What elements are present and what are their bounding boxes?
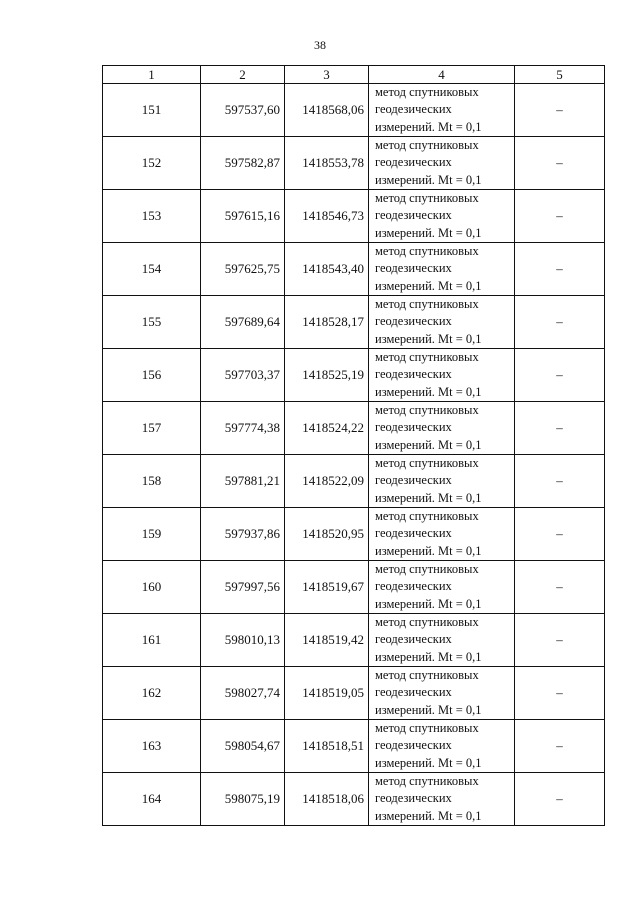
point-number-cell: 162: [103, 667, 201, 720]
header-col-1: 1: [103, 66, 201, 84]
coordinate-x-cell: 597937,86: [201, 508, 285, 561]
method-line: геодезических: [375, 102, 452, 117]
table-row: [103, 84, 605, 137]
coordinate-y-cell: 1418525,19: [285, 349, 369, 402]
method-line: измерений. Mt = 0,1: [375, 278, 482, 293]
note-cell: –: [515, 455, 605, 508]
coordinate-y-cell: 1418568,06: [285, 84, 369, 137]
method-line: метод спутниковых: [375, 562, 479, 577]
method-line: геодезических: [375, 208, 452, 223]
table-row: [103, 508, 605, 561]
method-line: метод спутниковых: [375, 774, 479, 789]
note-cell: –: [515, 190, 605, 243]
method-cell: [369, 349, 515, 402]
header-col-5: 5: [515, 66, 605, 84]
method-cell: [369, 243, 515, 296]
note-cell: –: [515, 667, 605, 720]
coordinate-y-cell: 1418519,67: [285, 561, 369, 614]
coordinate-x-cell: 597537,60: [201, 84, 285, 137]
coordinate-y-cell: 1418524,22: [285, 402, 369, 455]
coordinate-y-cell: 1418519,42: [285, 614, 369, 667]
method-line: измерений. Mt = 0,1: [375, 490, 482, 505]
point-number-cell: 156: [103, 349, 201, 402]
method-line: геодезических: [375, 738, 452, 753]
coordinate-x-cell: 597881,21: [201, 455, 285, 508]
method-line: геодезических: [375, 420, 452, 435]
method-cell: [369, 561, 515, 614]
method-line: геодезических: [375, 579, 452, 594]
coordinate-x-cell: 597774,38: [201, 402, 285, 455]
page-number: 38: [314, 38, 326, 52]
method-line: метод спутниковых: [375, 403, 479, 418]
method-line: измерений. Mt = 0,1: [375, 702, 482, 717]
method-line: метод спутниковых: [375, 138, 479, 153]
method-line: метод спутниковых: [375, 191, 479, 206]
method-line: измерений. Mt = 0,1: [375, 119, 482, 134]
method-line: метод спутниковых: [375, 615, 479, 630]
point-number-cell: 163: [103, 720, 201, 773]
coordinates-table: [102, 65, 605, 826]
method-line: метод спутниковых: [375, 297, 479, 312]
point-number-cell: 158: [103, 455, 201, 508]
coordinate-x-cell: 597625,75: [201, 243, 285, 296]
method-cell: [369, 190, 515, 243]
table-header-row: [103, 66, 605, 84]
method-line: геодезических: [375, 685, 452, 700]
method-line: измерений. Mt = 0,1: [375, 649, 482, 664]
method-line: геодезических: [375, 473, 452, 488]
coordinate-x-cell: 597615,16: [201, 190, 285, 243]
table-row: [103, 137, 605, 190]
header-col-4: 4: [369, 66, 515, 84]
method-cell: [369, 455, 515, 508]
method-line: метод спутниковых: [375, 509, 479, 524]
note-cell: –: [515, 243, 605, 296]
method-line: метод спутниковых: [375, 721, 479, 736]
method-line: геодезических: [375, 314, 452, 329]
table-row: [103, 243, 605, 296]
method-line: метод спутниковых: [375, 85, 479, 100]
coordinate-x-cell: 598010,13: [201, 614, 285, 667]
method-line: геодезических: [375, 367, 452, 382]
note-cell: –: [515, 137, 605, 190]
note-cell: –: [515, 561, 605, 614]
note-cell: –: [515, 402, 605, 455]
method-line: геодезических: [375, 632, 452, 647]
point-number-cell: 153: [103, 190, 201, 243]
point-number-cell: 157: [103, 402, 201, 455]
method-line: измерений. Mt = 0,1: [375, 225, 482, 240]
method-cell: [369, 667, 515, 720]
method-line: измерений. Mt = 0,1: [375, 384, 482, 399]
method-line: геодезических: [375, 155, 452, 170]
method-line: измерений. Mt = 0,1: [375, 808, 482, 823]
note-cell: –: [515, 614, 605, 667]
note-cell: –: [515, 508, 605, 561]
note-cell: –: [515, 773, 605, 826]
coordinate-x-cell: 597582,87: [201, 137, 285, 190]
method-cell: [369, 402, 515, 455]
coordinate-y-cell: 1418518,06: [285, 773, 369, 826]
table-row: [103, 190, 605, 243]
method-line: геодезических: [375, 791, 452, 806]
method-cell: [369, 720, 515, 773]
coordinate-y-cell: 1418519,05: [285, 667, 369, 720]
note-cell: –: [515, 84, 605, 137]
point-number-cell: 155: [103, 296, 201, 349]
table-row: [103, 614, 605, 667]
coordinate-x-cell: 598027,74: [201, 667, 285, 720]
coordinate-y-cell: 1418522,09: [285, 455, 369, 508]
coordinate-y-cell: 1418518,51: [285, 720, 369, 773]
coordinate-y-cell: 1418546,73: [285, 190, 369, 243]
coordinate-x-cell: 597997,56: [201, 561, 285, 614]
point-number-cell: 151: [103, 84, 201, 137]
method-line: метод спутниковых: [375, 350, 479, 365]
table-row: [103, 349, 605, 402]
table-body: [103, 84, 605, 826]
method-line: измерений. Mt = 0,1: [375, 331, 482, 346]
note-cell: –: [515, 349, 605, 402]
point-number-cell: 160: [103, 561, 201, 614]
method-cell: [369, 508, 515, 561]
coordinate-x-cell: 597689,64: [201, 296, 285, 349]
coordinate-y-cell: 1418553,78: [285, 137, 369, 190]
point-number-cell: 164: [103, 773, 201, 826]
coordinate-y-cell: 1418520,95: [285, 508, 369, 561]
coordinate-x-cell: 597703,37: [201, 349, 285, 402]
table-row: [103, 667, 605, 720]
method-line: метод спутниковых: [375, 244, 479, 259]
table-row: [103, 402, 605, 455]
coordinate-x-cell: 598075,19: [201, 773, 285, 826]
method-line: метод спутниковых: [375, 668, 479, 683]
point-number-cell: 159: [103, 508, 201, 561]
method-line: геодезических: [375, 261, 452, 276]
method-cell: [369, 137, 515, 190]
note-cell: –: [515, 296, 605, 349]
table-row: [103, 720, 605, 773]
method-cell: [369, 773, 515, 826]
method-line: метод спутниковых: [375, 456, 479, 471]
header-col-3: 3: [285, 66, 369, 84]
coordinate-x-cell: 598054,67: [201, 720, 285, 773]
point-number-cell: 161: [103, 614, 201, 667]
method-cell: [369, 296, 515, 349]
table-row: [103, 296, 605, 349]
method-cell: [369, 84, 515, 137]
method-line: измерений. Mt = 0,1: [375, 755, 482, 770]
method-line: измерений. Mt = 0,1: [375, 543, 482, 558]
coordinate-y-cell: 1418528,17: [285, 296, 369, 349]
table-row: [103, 773, 605, 826]
point-number-cell: 152: [103, 137, 201, 190]
coordinate-y-cell: 1418543,40: [285, 243, 369, 296]
method-line: измерений. Mt = 0,1: [375, 596, 482, 611]
point-number-cell: 154: [103, 243, 201, 296]
method-line: измерений. Mt = 0,1: [375, 437, 482, 452]
method-line: измерений. Mt = 0,1: [375, 172, 482, 187]
header-col-2: 2: [201, 66, 285, 84]
table-row: [103, 455, 605, 508]
table-row: [103, 561, 605, 614]
method-cell: [369, 614, 515, 667]
method-line: геодезических: [375, 526, 452, 541]
note-cell: –: [515, 720, 605, 773]
